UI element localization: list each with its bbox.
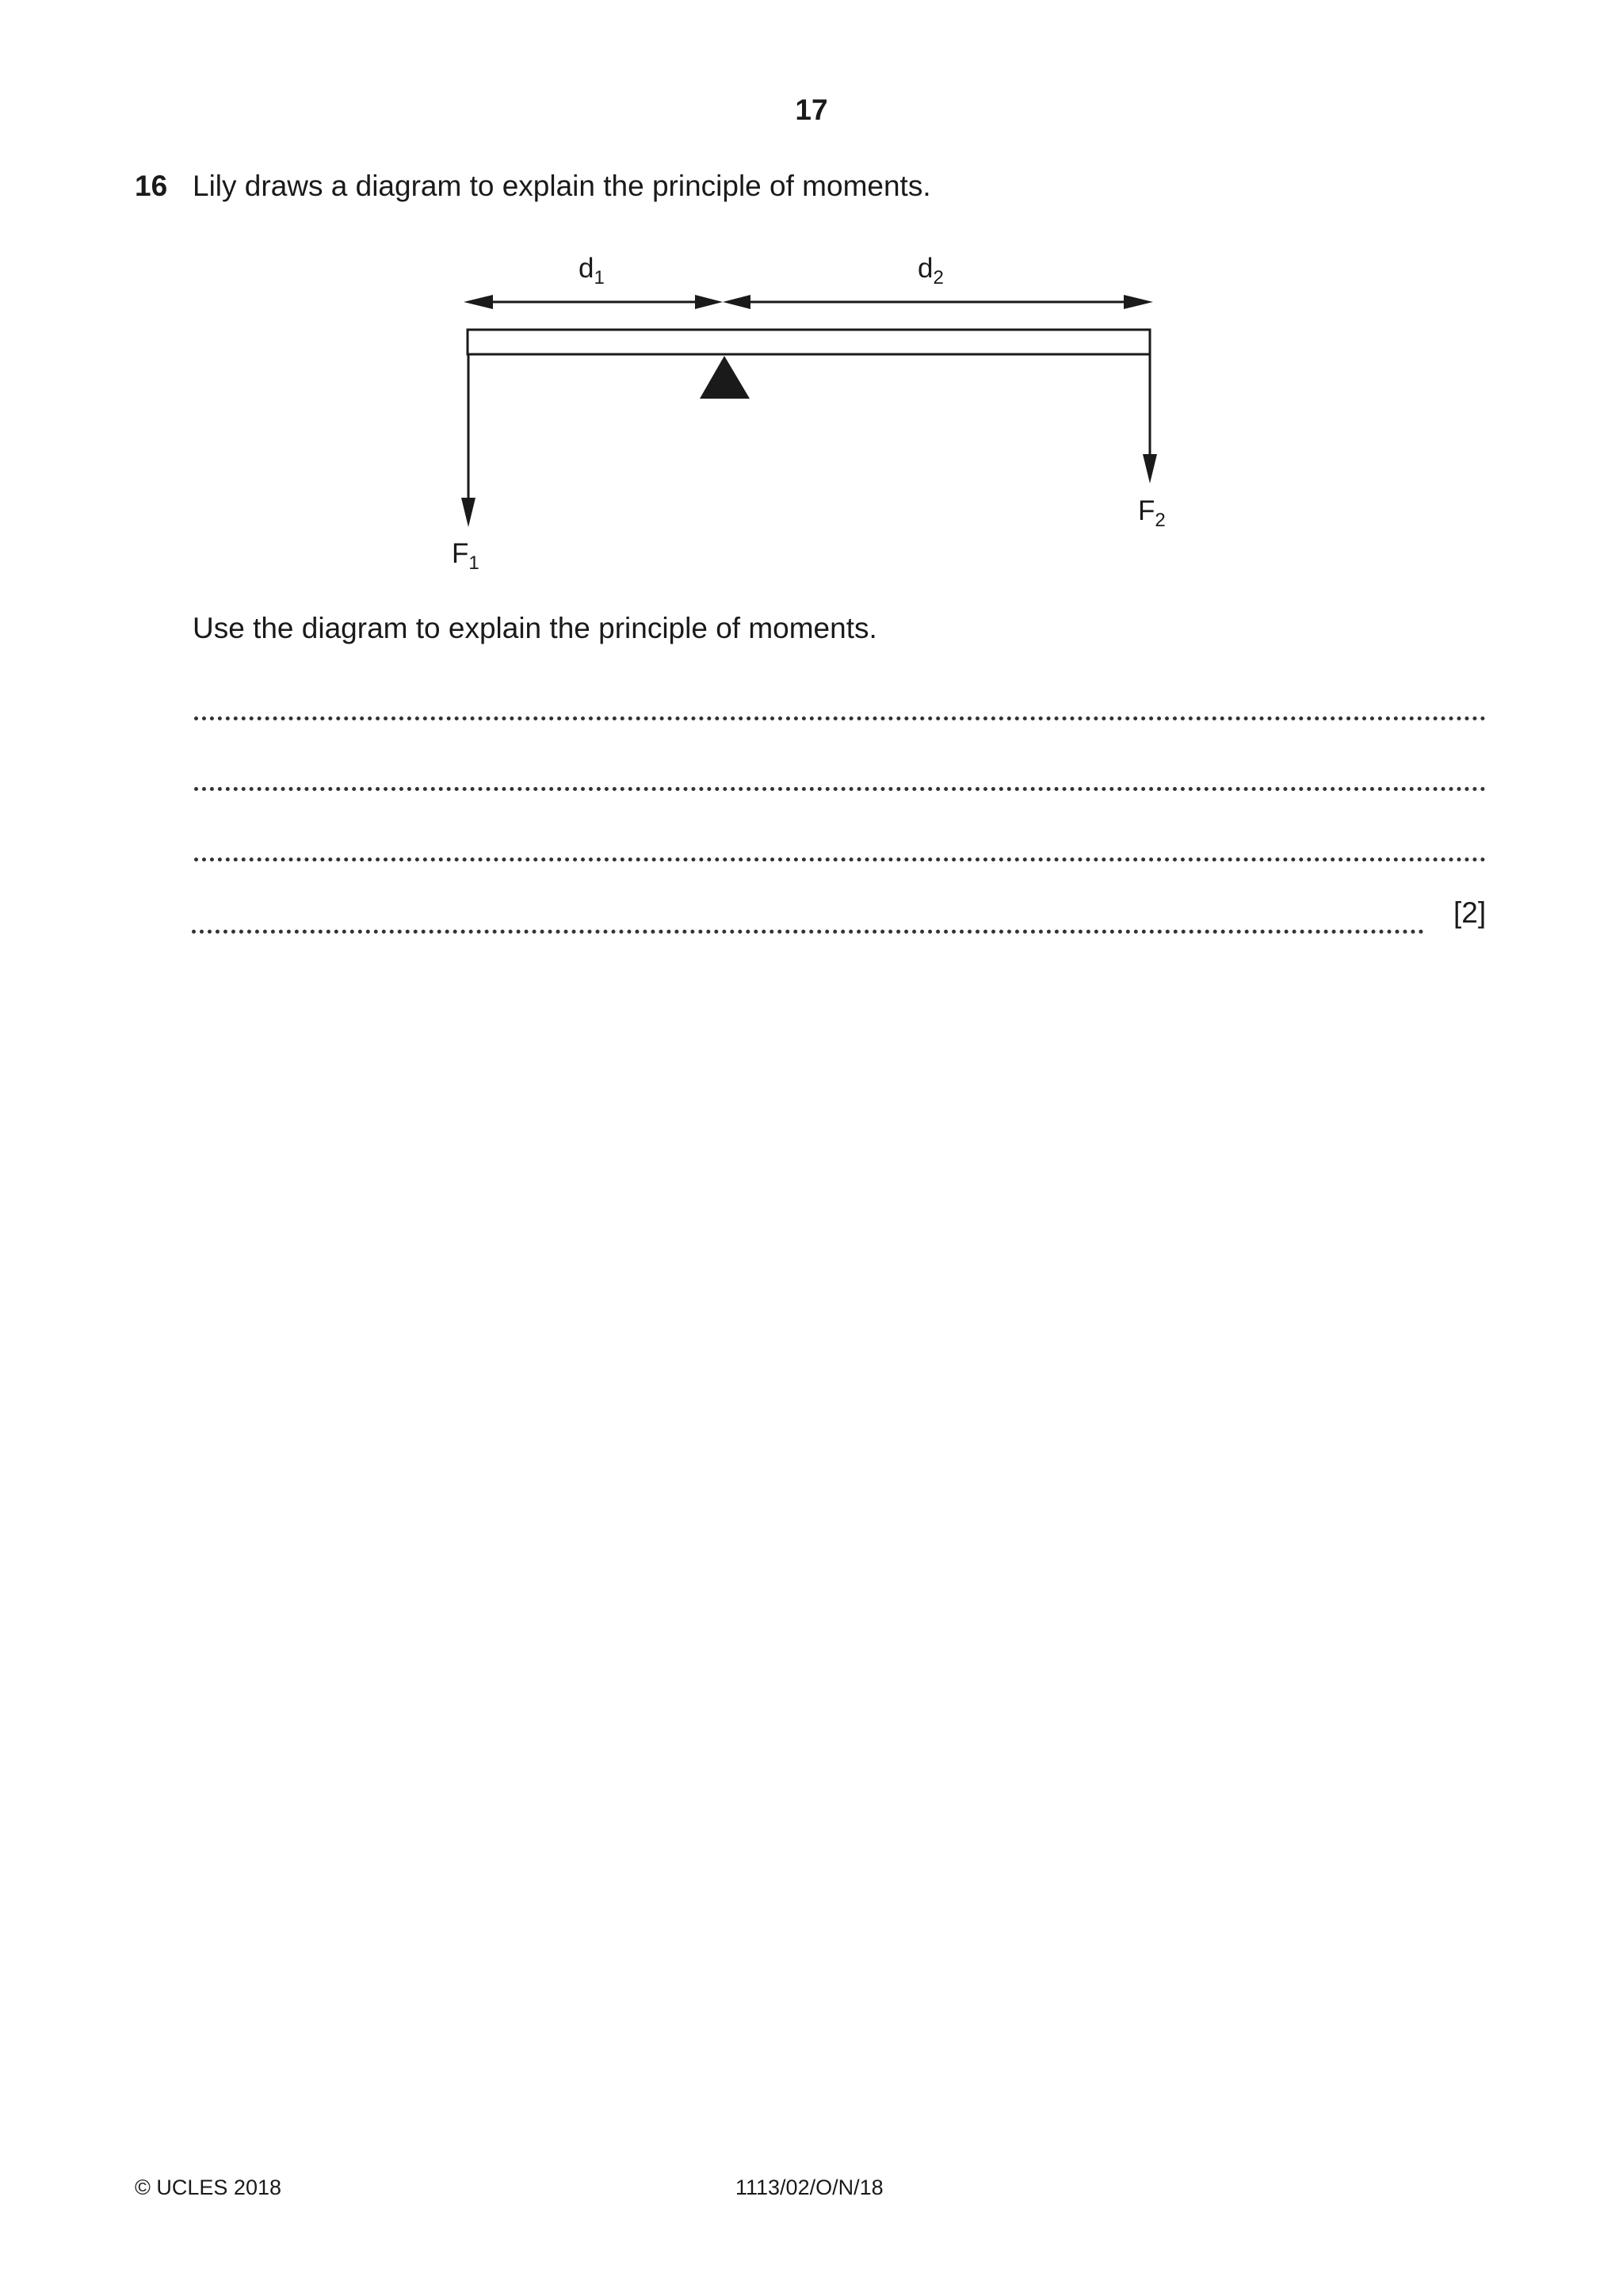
footer-paper-code: 1113/02/O/N/18 (735, 2176, 884, 2199)
label-d2: $d_2$ (918, 253, 944, 288)
force-f2-arrow (1143, 354, 1157, 483)
marks-allocation: [2] (1453, 896, 1487, 929)
d1-dimension-arrow (464, 295, 723, 309)
moments-diagram (0, 0, 1623, 602)
question-number: 16 (135, 170, 168, 202)
beam (468, 330, 1150, 354)
label-d1: $d_1$ (579, 253, 605, 288)
answer-line-4[interactable] (192, 930, 1424, 934)
answer-line-1[interactable] (194, 716, 1486, 720)
question-text: Lily draws a diagram to explain the principle of moments. (193, 170, 931, 202)
answer-line-2[interactable] (194, 787, 1486, 791)
label-f2: $F_2$ (1138, 495, 1166, 531)
d2-dimension-arrow (723, 295, 1153, 309)
answer-line-3[interactable] (194, 858, 1486, 861)
question-instruction: Use the diagram to explain the principle of moments. (193, 612, 877, 644)
pivot-triangle (700, 356, 750, 399)
label-f1: $F_1$ (452, 538, 479, 574)
footer-copyright: © UCLES 2018 (135, 2176, 281, 2199)
force-f1-arrow (461, 354, 475, 527)
page-number: 17 (795, 94, 828, 126)
